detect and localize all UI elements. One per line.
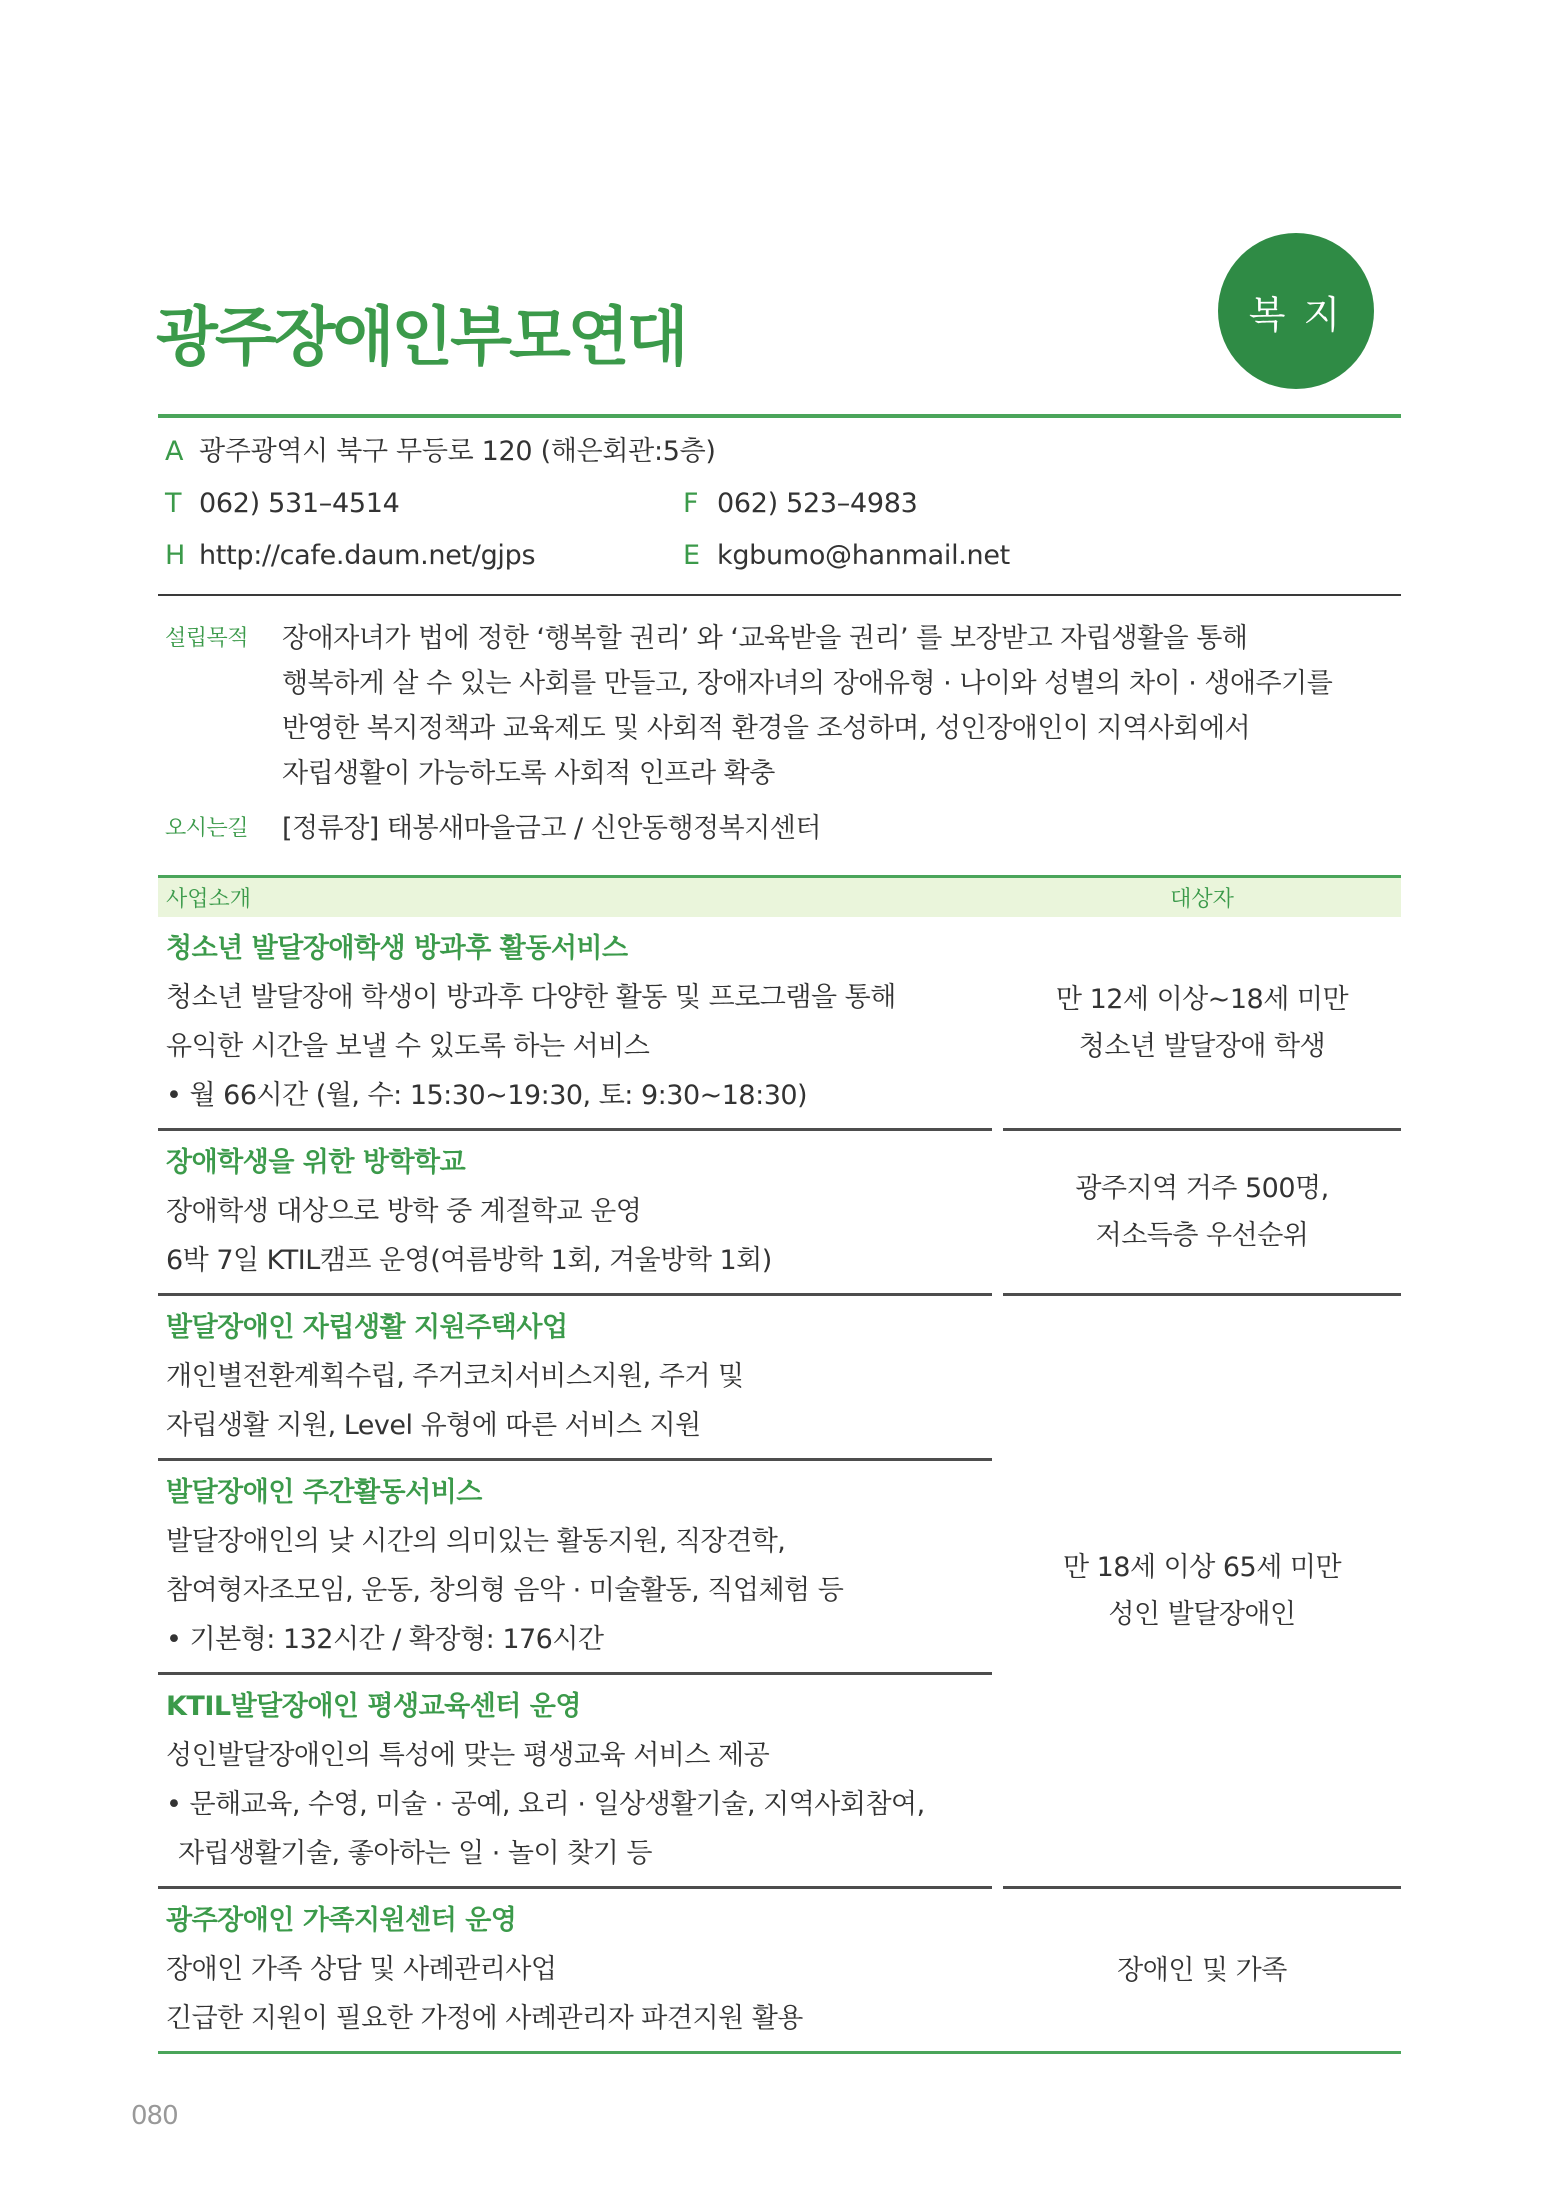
program-line: 참여형자조모임, 운동, 창의형 음악 · 미술활동, 직업체험 등 — [166, 1575, 844, 1606]
homepage-row — [165, 536, 535, 576]
program-line: 발달장애인의 낮 시간의 의미있는 활동지원, 직장견학, — [166, 1526, 786, 1557]
purpose-line: 자립생활이 가능하도록 사회적 인프라 확충 — [282, 758, 775, 789]
target-line: 만 18세 이상 65세 미만 — [1062, 1552, 1342, 1583]
target-line: 청소년 발달장애 학생 — [1078, 1030, 1326, 1062]
program-line: 장애인 가족 상담 및 사례관리사업 — [166, 1954, 557, 1985]
target-line: 장애인 및 가족 — [1117, 1954, 1287, 1986]
program-title: 광주장애인 가족지원센터 운영 — [166, 1905, 517, 1936]
address-row — [165, 432, 716, 472]
target-cell — [1003, 1889, 1401, 2051]
program-row — [158, 1131, 992, 1296]
fax-row — [683, 484, 918, 524]
program-row — [158, 1889, 992, 2051]
homepage-link[interactable]: http://cafe.daum.net/gjps — [199, 540, 536, 571]
page-number: 080 — [131, 2101, 178, 2131]
program-title: KTIL발달장애인 평생교육센터 운영 — [166, 1691, 581, 1722]
program-line: 성인발달장애인의 특성에 맞는 평생교육 서비스 제공 — [166, 1740, 770, 1771]
header-target: 대상자 — [1170, 887, 1234, 912]
program-table — [158, 875, 1401, 2054]
purpose-text — [282, 616, 1332, 796]
title-divider — [158, 414, 1401, 418]
target-line: 광주지역 거주 500명, — [1075, 1173, 1329, 1204]
purpose-label: 설립목적 — [165, 626, 249, 651]
program-line: 6박 7일 KTIL캠프 운영(여름방학 1회, 겨울방학 1회) — [166, 1245, 772, 1276]
program-row — [158, 1296, 992, 1461]
program-line: • 월 66시간 (월, 수: 15:30~19:30, 토: 9:30~18:30) — [166, 1080, 808, 1111]
target-line: 저소득층 우선순위 — [1095, 1220, 1309, 1251]
target-cell — [1003, 1296, 1401, 1889]
homepage-label: H — [165, 540, 186, 571]
email-link[interactable]: kgbumo@hanmail.net — [717, 540, 1010, 571]
program-row — [158, 1461, 992, 1675]
table-bottom-rule — [158, 2051, 1401, 2054]
email-row — [683, 536, 1010, 576]
fax-value: 062) 523–4983 — [717, 488, 918, 519]
directions-section — [165, 806, 821, 851]
fax-label: F — [683, 488, 699, 519]
program-line: 자립생활기술, 좋아하는 일 · 놀이 찾기 등 — [178, 1838, 652, 1869]
program-title: 발달장애인 자립생활 지원주택사업 — [166, 1312, 568, 1343]
program-line: 장애학생 대상으로 방학 중 계절학교 운영 — [166, 1196, 642, 1227]
page-title: 광주장애인부모연대 — [156, 301, 686, 375]
program-line: 청소년 발달장애 학생이 방과후 다양한 활동 및 프로그램을 통해 — [166, 982, 896, 1013]
program-line: • 기본형: 132시간 / 확장형: 176시간 — [166, 1624, 604, 1655]
category-label: 복 지 — [1248, 292, 1344, 337]
contact-divider — [158, 594, 1401, 596]
program-title: 청소년 발달장애학생 방과후 활동서비스 — [166, 933, 628, 964]
program-line: • 문해교육, 수영, 미술 · 공예, 요리 · 일상생활기술, 지역사회참여, — [166, 1789, 925, 1820]
target-line: 만 12세 이상~18세 미만 — [1055, 983, 1349, 1015]
address-label: A — [165, 436, 184, 467]
table-header — [158, 875, 1401, 917]
phone-value: 062) 531–4514 — [199, 488, 400, 519]
program-line: 자립생활 지원, Level 유형에 따른 서비스 지원 — [166, 1410, 701, 1441]
program-line: 개인별전환계획수립, 주거코치서비스지원, 주거 및 — [166, 1361, 744, 1392]
purpose-section — [165, 616, 1332, 796]
program-line: 유익한 시간을 보낼 수 있도록 하는 서비스 — [166, 1031, 650, 1062]
program-row — [158, 1675, 992, 1889]
program-title: 장애학생을 위한 방학학교 — [166, 1147, 466, 1178]
header-program: 사업소개 — [166, 887, 252, 912]
target-cell — [1003, 1131, 1401, 1296]
purpose-line: 반영한 복지정책과 교육제도 및 사회적 환경을 조성하며, 성인장애인이 지역사회에서 — [282, 713, 1251, 744]
directions-value: [정류장] 태봉새마을금고 / 신안동행정복지센터 — [282, 813, 821, 844]
target-line: 성인 발달장애인 — [1108, 1599, 1296, 1630]
email-label: E — [683, 540, 700, 571]
category-badge — [1218, 233, 1374, 389]
address-value: 광주광역시 북구 무등로 120 (해은회관:5층) — [199, 436, 716, 467]
phone-label: T — [165, 488, 182, 519]
purpose-line: 장애자녀가 법에 정한 ‘행복할 권리’ 와 ‘교육받을 권리’ 를 보장받고 자립생활을 통해 — [282, 623, 1248, 654]
program-line: 긴급한 지원이 필요한 가정에 사례관리자 파견지원 활용 — [166, 2003, 803, 2034]
directions-label: 오시는길 — [165, 816, 249, 841]
target-cell — [1003, 917, 1401, 1131]
purpose-line: 행복하게 살 수 있는 사회를 만들고, 장애자녀의 장애유형 · 나이와 성별의 차이 · 생애주기를 — [282, 668, 1333, 699]
program-title: 발달장애인 주간활동서비스 — [166, 1477, 482, 1508]
program-row — [158, 917, 992, 1131]
phone-row — [165, 484, 400, 524]
